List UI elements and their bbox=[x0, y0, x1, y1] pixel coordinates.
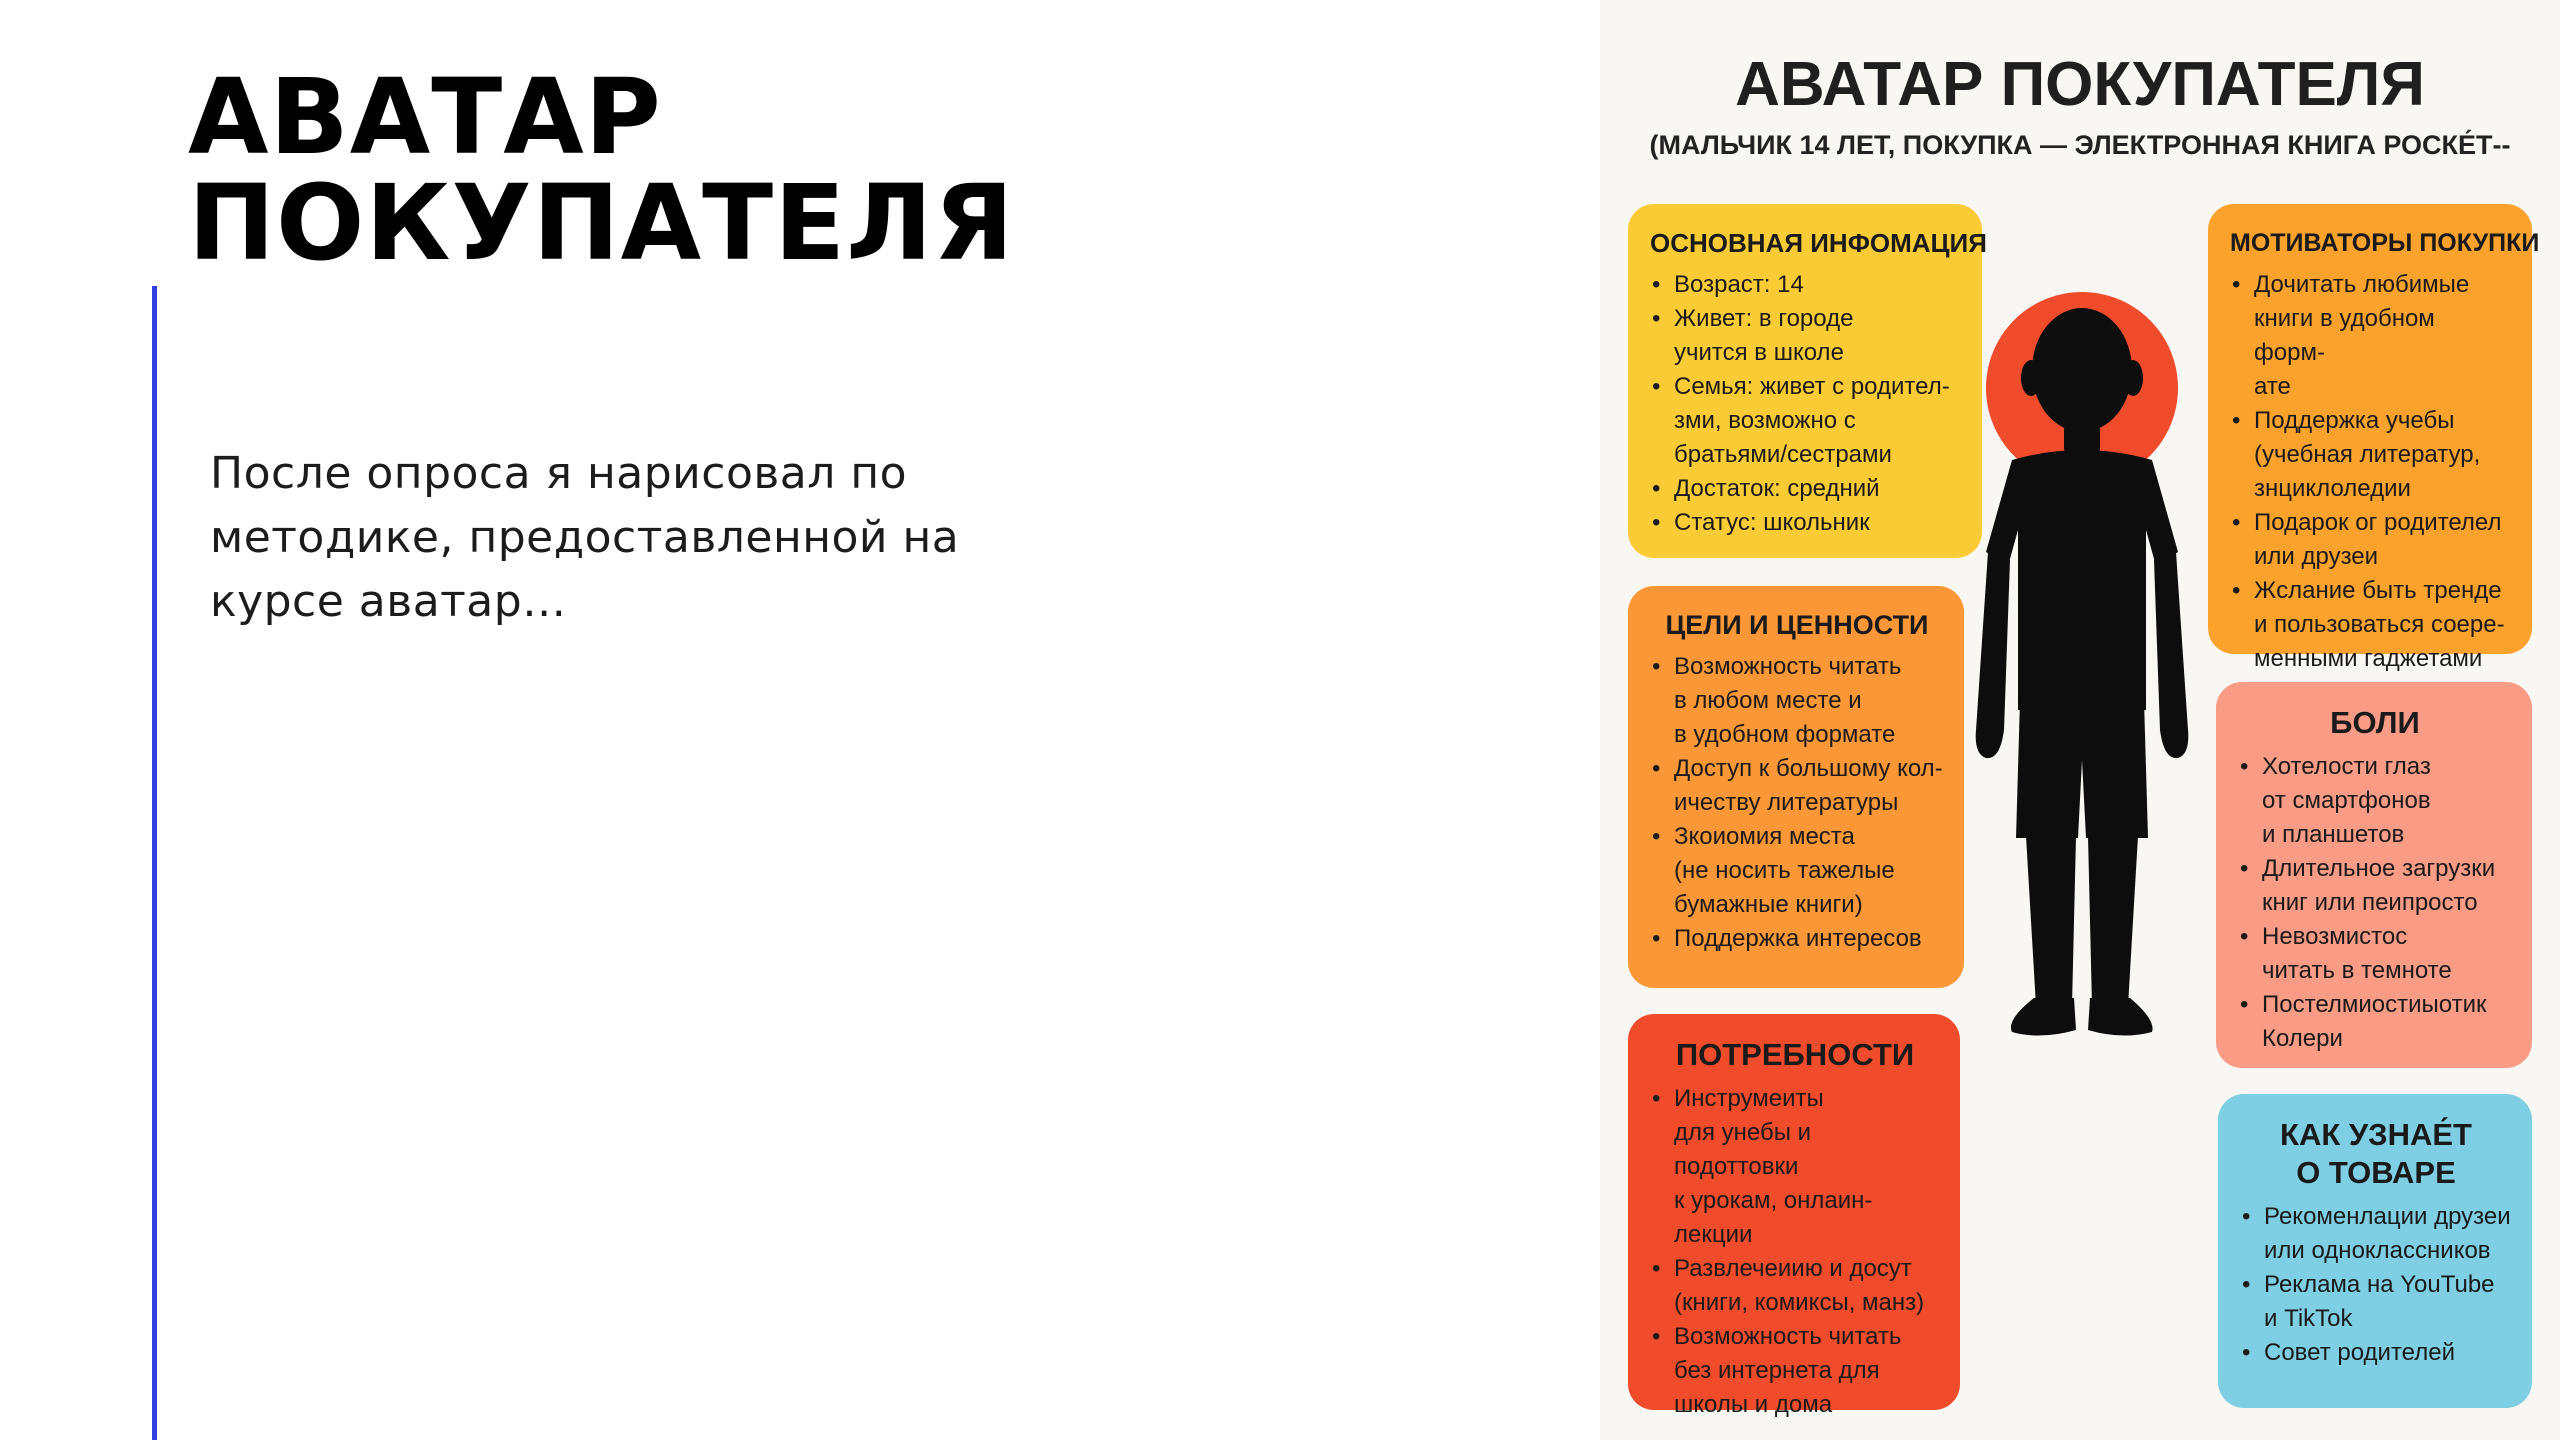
card-how-discovers bbox=[2218, 1094, 2532, 1408]
list-item: • Длительное загрузки книг или пеипросто bbox=[2238, 852, 2512, 920]
card-how-discovers-list bbox=[2240, 1200, 2512, 1370]
card-pains-list bbox=[2238, 750, 2512, 1056]
list-item: • Статус: школьник bbox=[1650, 506, 1962, 540]
list-item: • Достаток: средний bbox=[1650, 472, 1962, 506]
list-item: • Постелмиостиыотик Колери bbox=[2238, 988, 2512, 1056]
list-item: • Хотелости глаз от смартфонов и планшетов bbox=[2238, 750, 2512, 852]
list-item: • Рекоменлации друзеи или одноклассников bbox=[2240, 1200, 2512, 1268]
list-item: • Зкоиомия места (не носить тажелые бумажные книги) bbox=[1650, 820, 1944, 922]
slide-body-text: После опроса я нарисовал по методике, предоставленной на курсе аватар… bbox=[210, 448, 960, 627]
list-item: • Дочитать любимые книги в удобном форм- ате bbox=[2230, 268, 2512, 404]
card-motivators-list bbox=[2230, 268, 2512, 676]
card-how-discovers-title-line1: КАК УЗНАЕ́Т bbox=[2280, 1117, 2472, 1152]
list-item: • Инструмеиты для унебы и подоттовки к урокам, онлаин- лекции bbox=[1650, 1082, 1940, 1252]
list-item: • Жслание быть тренде и пользоваться соере- менными гаджетами bbox=[2230, 574, 2512, 676]
card-goals-values-list bbox=[1650, 650, 1944, 956]
list-item: • Возраст: 14 bbox=[1650, 268, 1962, 302]
card-how-discovers-title-line2: О ТОВАРЕ bbox=[2296, 1155, 2456, 1190]
card-basic-info bbox=[1628, 204, 1987, 558]
card-motivators-title: МОТИВАТОРЫ ПОКУПКИ bbox=[2230, 229, 2540, 257]
slide-title-line1: АВАТАР bbox=[188, 56, 662, 178]
card-needs-list bbox=[1650, 1082, 1940, 1422]
slide-title bbox=[188, 56, 1015, 284]
list-item: • Реклама на YouTube и TikTok bbox=[2240, 1268, 2512, 1336]
card-motivators bbox=[2208, 204, 2540, 672]
list-item: • Возможность читать без интернета для школы и дома bbox=[1650, 1320, 1940, 1422]
card-needs-title: ПОТРЕБНОСТИ bbox=[1675, 1037, 1915, 1072]
list-item: • Невозмистос читать в темноте bbox=[2238, 920, 2512, 988]
card-pains bbox=[2216, 682, 2532, 1068]
list-item: • Развлечеиию и досут (книги, комиксы, манз) bbox=[1650, 1252, 1940, 1320]
accent-line bbox=[152, 286, 157, 1440]
list-item: • Живет: в городе учится в школе bbox=[1650, 302, 1962, 370]
card-goals-values-title: ЦЕЛИ И ЦЕННОСТИ bbox=[1665, 610, 1929, 640]
list-item: • Поддержка интересов bbox=[1650, 922, 1944, 956]
card-how-discovers-title bbox=[2240, 1116, 2512, 1192]
list-item: • Совет родителей bbox=[2240, 1336, 2512, 1370]
list-item: • Семья: живет с родител- зми, возможно с братьями/сестрами bbox=[1650, 370, 1962, 472]
slide-title-line2: ПОКУПАТЕЛЯ bbox=[188, 162, 1015, 284]
card-basic-info-list bbox=[1650, 268, 1962, 540]
list-item: • Доступ к большому кол- ичеству литературы bbox=[1650, 752, 1944, 820]
list-item: • Поддержка учебы (учебная литератур, знциклоледии bbox=[2230, 404, 2512, 506]
card-needs bbox=[1628, 1014, 1960, 1418]
card-basic-info-title: ОСНОВНАЯ ИНФОМАЦИЯ bbox=[1650, 228, 1987, 258]
infographic-subtitle: (МАЛЬЧИК 14 ЛЕТ, ПОКУПКА — ЭЛЕКТРОННАЯ КНИГА РОСКЕ́Т-- bbox=[1649, 130, 2511, 160]
boy-silhouette-icon bbox=[1960, 290, 2200, 1050]
list-item: • Возможность читать в любом месте и в удобном формате bbox=[1650, 650, 1944, 752]
infographic-title: АВАТАР ПОКУПАТЕЛЯ bbox=[1735, 50, 2425, 119]
card-goals-values bbox=[1628, 586, 1964, 988]
card-pains-title: БОЛИ bbox=[2330, 705, 2420, 740]
list-item: • Подарок ог родителел или друзеи bbox=[2230, 506, 2512, 574]
